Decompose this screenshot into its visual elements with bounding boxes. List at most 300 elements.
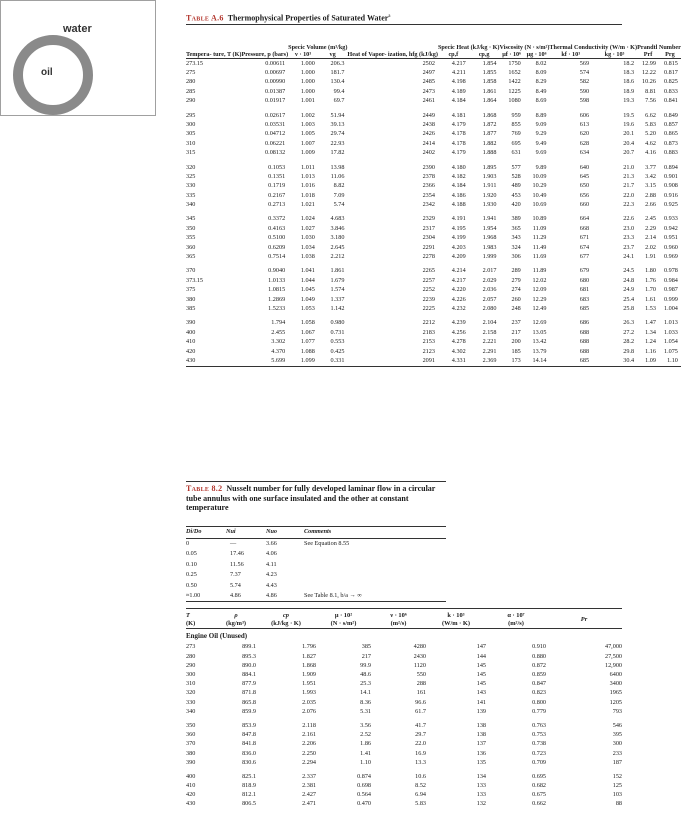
a6-cell: 0.03531 [265, 120, 286, 128]
engine-oil-cell: 0.763 [532, 721, 546, 729]
a6-cell: 1.000 [300, 59, 315, 67]
a6-cell: 14.14 [532, 356, 547, 364]
a6-cell: 2.02 [645, 243, 656, 251]
a6-cell: 1.000 [300, 68, 315, 76]
engine-oil-cell: 2.427 [302, 791, 316, 799]
a6-cell: 21.0 [623, 163, 635, 171]
a6-cell: 2390 [422, 163, 435, 171]
engine-oil-cell: 145 [476, 680, 486, 688]
engine-oil-cell: 330 [186, 698, 196, 706]
a6-cell: 20.1 [623, 130, 635, 138]
a6-cell: 680 [579, 276, 590, 284]
a6-cell: 1.009 [300, 149, 315, 157]
a6-row [186, 295, 681, 304]
engine-oil-row [186, 772, 622, 781]
engine-oil-cell: 25.3 [360, 680, 371, 688]
a6-row [186, 234, 681, 243]
engine-oil-cell: 1.909 [302, 671, 316, 679]
a6-cell: 685 [579, 356, 590, 364]
table-82-cell: 0.05 [186, 550, 197, 558]
engine-oil-cell: 841.8 [242, 740, 256, 748]
a6-cell: 0.999 [663, 295, 678, 303]
a6-cell: 2.104 [482, 319, 497, 327]
a6-cell: 1422 [508, 78, 521, 86]
a6-cell: 1080 [508, 97, 521, 105]
a6-cell: 51.94 [330, 111, 345, 119]
a6-cell: 685 [579, 304, 590, 312]
a6-cell: 855 [511, 120, 521, 128]
a6-row [186, 328, 681, 337]
a6-cell: 4.198 [451, 78, 466, 86]
engine-oil-cell: 6.94 [415, 791, 426, 799]
a6-cell: 2.66 [645, 201, 656, 209]
a6-cell: 13.79 [532, 347, 547, 355]
a6-cell: 598 [579, 97, 590, 105]
col-volume: Specic Volume (m³/kg) [288, 44, 348, 51]
a6-row [186, 130, 681, 139]
table-82-row [186, 539, 446, 550]
a6-cell: 19.6 [623, 120, 635, 128]
engine-oil-cell: 2.118 [302, 721, 316, 729]
a6-cell: 1.16 [645, 347, 656, 355]
a6-cell: 206.3 [330, 59, 345, 67]
a6-cell: 1.034 [300, 243, 315, 251]
engine-oil-cell: 0.872 [532, 661, 546, 669]
a6-cell: 285 [186, 87, 196, 95]
engine-oil-cell: 400 [186, 772, 196, 780]
a6-cell: 20.7 [623, 149, 635, 157]
a6-cell: 1.34 [645, 328, 656, 336]
a6-cell: 4.226 [451, 295, 466, 303]
a6-cell: 2461 [422, 97, 435, 105]
a6-cell: 0.873 [663, 139, 678, 147]
a6-cell: 2123 [422, 347, 435, 355]
engine-oil-cell: 273 [186, 643, 196, 651]
engine-oil-cell: 103 [612, 791, 622, 799]
a6-cell: 1750 [508, 59, 521, 67]
engine-oil-cell: 380 [186, 749, 196, 757]
a6-cell: 1.002 [300, 111, 315, 119]
a6-cell: 4.189 [451, 87, 466, 95]
engine-oil-cell: 853.9 [242, 721, 256, 729]
a6-cell: 200 [511, 338, 521, 346]
a6-cell: 273.15 [186, 59, 204, 67]
a6-cell: 11.29 [532, 234, 547, 242]
a6-cell: 4.256 [451, 328, 466, 336]
col-k: k · 10³ [447, 612, 465, 619]
a6-cell: 2.645 [330, 243, 345, 251]
a6-cell: 2252 [422, 286, 435, 294]
a6-cell: 1.038 [300, 253, 315, 261]
engine-oil-cell: 300 [186, 671, 196, 679]
a6-cell: 2366 [422, 182, 435, 190]
a6-row [186, 78, 681, 87]
a6-cell: 2.88 [645, 191, 656, 199]
a6-cell: 18.9 [623, 87, 635, 95]
a6-cell: 2317 [422, 224, 435, 232]
a6-cell: 305 [186, 130, 196, 138]
a6-cell: 24.9 [623, 286, 635, 294]
a6-cell: 330 [186, 182, 196, 190]
engine-oil-cell: 793 [612, 707, 622, 715]
engine-oil-cell: 0.910 [532, 643, 546, 651]
a6-cell: 2473 [422, 87, 435, 95]
table-a6-title: Thermophysical Properties of Saturated Water [227, 13, 389, 23]
col-alpha: α · 10⁷ [507, 612, 525, 619]
table-82-row [186, 549, 446, 559]
col-nu: ν · 10⁶ [390, 612, 407, 619]
a6-cell: 2183 [422, 328, 435, 336]
a6-cell: 1.075 [663, 347, 678, 355]
engine-oil-cell: 16.9 [415, 749, 426, 757]
a6-cell: 683 [579, 295, 590, 303]
a6-cell: 2402 [422, 149, 435, 157]
a6-cell: 1.09 [645, 356, 656, 364]
table-82-cell: 3.66 [266, 540, 277, 548]
a6-cell: 12.22 [642, 68, 656, 76]
table-82-cell: 0 [186, 540, 190, 548]
a6-cell: 1.861 [330, 267, 345, 275]
col-rho: ρ [234, 612, 238, 619]
a6-cell: 4.217 [451, 59, 466, 67]
a6-cell: 1.888 [482, 149, 497, 157]
engine-oil-cell: 187 [612, 758, 622, 766]
a6-cell: 1.016 [300, 182, 315, 190]
a6-cell: 360 [186, 243, 196, 251]
engine-oil-cell: 865.8 [242, 698, 256, 706]
engine-oil-cell: 0.753 [532, 731, 546, 739]
a6-row [186, 97, 681, 106]
a6-cell: 12.02 [532, 276, 547, 284]
unit-alpha: (m²/s) [508, 620, 524, 627]
a6-cell: 217 [511, 328, 521, 336]
a6-cell: 22.0 [623, 191, 635, 199]
table-82-cell [304, 581, 446, 591]
engine-oil-cell: 0.874 [357, 772, 371, 780]
engine-oil-cell: 1965 [609, 689, 622, 697]
a6-cell: 0.984 [663, 276, 678, 284]
a6-cell: 0.857 [663, 120, 678, 128]
a6-cell: 2.212 [330, 253, 345, 261]
a6-cell: 0.02617 [265, 111, 286, 119]
engine-oil-cell: 1.951 [302, 680, 316, 688]
a6-cell: 1.030 [300, 234, 315, 242]
a6-cell: 0.865 [663, 130, 678, 138]
engine-oil-cell: 1.86 [360, 740, 371, 748]
engine-oil-section: Engine Oil (Unused) [186, 631, 248, 640]
a6-cell: 9.09 [535, 120, 547, 128]
a6-cell: 1.018 [300, 191, 315, 199]
engine-oil-cell: 320 [186, 689, 196, 697]
a6-cell: 1.033 [663, 328, 678, 336]
a6-cell: 4.203 [451, 243, 466, 251]
engine-oil-cell: 138 [476, 731, 486, 739]
engine-oil-cell: 0.675 [532, 791, 546, 799]
col-nuo: Nuo [266, 528, 278, 536]
a6-cell: 1.045 [300, 286, 315, 294]
a6-cell: 674 [579, 243, 590, 251]
a6-cell: 0.951 [663, 234, 678, 242]
a6-cell: 4.683 [330, 215, 345, 223]
engine-oil-cell: 27,500 [604, 652, 622, 660]
engine-oil-cell: 0.682 [532, 782, 546, 790]
a6-cell: 2354 [422, 191, 435, 199]
a6-cell: 1.920 [482, 191, 497, 199]
a6-cell: 5.20 [645, 130, 656, 138]
a6-cell: 8.82 [333, 182, 345, 190]
engine-oil-cell: 385 [361, 643, 371, 651]
a6-cell: 315 [186, 149, 196, 157]
a6-row [186, 267, 681, 276]
a6-row [186, 276, 681, 285]
engine-oil-cell: 350 [186, 721, 196, 729]
a6-cell: 9.69 [535, 149, 547, 157]
table-82-cell: 0.10 [186, 560, 197, 568]
a6-cell: 12.09 [532, 286, 547, 294]
a6-row [186, 215, 681, 224]
engine-oil-cell: 8.36 [360, 698, 371, 706]
a6-cell: 4.178 [451, 139, 466, 147]
a6-cell: 681 [579, 286, 590, 294]
a6-cell: 1.930 [482, 201, 497, 209]
col-pr: Prandtl Number [637, 44, 681, 51]
a6-cell: 1.044 [300, 276, 315, 284]
engine-oil-cell: 360 [186, 731, 196, 739]
a6-cell: 2.221 [482, 338, 497, 346]
unit-k: (W/m · K) [441, 620, 471, 627]
a6-row [186, 356, 681, 366]
a6-cell: 0.916 [663, 191, 678, 199]
col-vg: vg [329, 51, 336, 58]
table-82-cell: 11.56 [230, 560, 244, 568]
a6-cell: 528 [511, 172, 521, 180]
a6-cell: 1.011 [301, 163, 315, 171]
a6-cell: 4.199 [451, 234, 466, 242]
a6-cell: 1.877 [482, 130, 497, 138]
a6-cell: 18.6 [623, 78, 635, 86]
a6-cell: 0.908 [663, 182, 678, 190]
engine-oil-cell: 0.695 [532, 772, 546, 780]
a6-cell: 1.70 [645, 286, 656, 294]
a6-cell: 4.209 [451, 253, 466, 261]
a6-cell: 1.000 [300, 78, 315, 86]
engine-oil-cell: 300 [612, 740, 622, 748]
a6-cell: 0.817 [663, 68, 678, 76]
table-82-row [186, 591, 446, 602]
engine-oil-cell: 133 [476, 791, 486, 799]
a6-cell: 390 [186, 319, 196, 327]
engine-oil-cell: 141 [476, 698, 486, 706]
a6-cell: 8.81 [645, 87, 656, 95]
a6-cell: 10.69 [532, 201, 547, 209]
engine-oil-cell: 0.859 [532, 671, 546, 679]
a6-cell: 279 [511, 276, 521, 284]
col-muf: μf · 10⁶ [502, 51, 522, 58]
a6-cell: 2278 [422, 253, 435, 261]
engine-oil-body [186, 643, 622, 809]
a6-cell: 13.98 [330, 163, 345, 171]
a6-cell: 8.29 [535, 78, 547, 86]
engine-oil-cell: 12,900 [604, 661, 622, 669]
table-82-cell: 7.37 [230, 571, 241, 579]
a6-cell: 1.053 [300, 304, 315, 312]
a6-cell: 1.004 [663, 304, 678, 312]
engine-oil-cell: 13.3 [415, 758, 426, 766]
a6-cell: 1.53 [645, 304, 656, 312]
a6-cell: 1.47 [645, 319, 656, 327]
a6-cell: 365 [511, 224, 521, 232]
a6-cell: 0.04712 [265, 130, 286, 138]
a6-cell: 26.3 [623, 319, 635, 327]
a6-cell: 2.017 [482, 267, 497, 275]
a6-cell: 7.56 [645, 97, 656, 105]
a6-cell: 0.5100 [268, 234, 286, 242]
a6-cell: 7.09 [333, 191, 345, 199]
a6-cell: 1.574 [330, 286, 345, 294]
engine-oil-cell: 2.294 [302, 758, 316, 766]
a6-cell: 373.15 [186, 276, 204, 284]
engine-oil-cell: 390 [186, 758, 196, 766]
a6-cell: 0.987 [663, 286, 678, 294]
engine-oil-cell: 340 [186, 707, 196, 715]
a6-cell: 6.62 [645, 111, 656, 119]
engine-oil-cell: 2.52 [360, 731, 371, 739]
col-visc: Viscosity (N · s/m²) [499, 44, 550, 51]
a6-cell: 0.1053 [268, 163, 286, 171]
a6-cell: 1.088 [300, 347, 315, 355]
a6-cell: 29.8 [623, 347, 635, 355]
a6-cell: 2239 [422, 295, 435, 303]
col-comments: Comments [304, 528, 332, 536]
a6-cell: 3.846 [330, 224, 345, 232]
engine-oil-cell: 1.41 [360, 749, 371, 757]
engine-oil-row [186, 758, 622, 767]
a6-cell: 688 [579, 338, 590, 346]
engine-oil-cell: 0.847 [532, 680, 546, 688]
table-82-cell: — [230, 540, 237, 548]
engine-oil-cell: 145 [476, 671, 486, 679]
a6-cell: 11.09 [532, 224, 547, 232]
a6-cell: 1.983 [482, 243, 497, 251]
engine-oil-cell: 1.868 [302, 661, 316, 669]
col-kf: kf · 10³ [561, 51, 581, 58]
a6-row [186, 139, 681, 148]
a6-cell: 0.553 [330, 338, 345, 346]
annulus-sketch [0, 0, 156, 116]
a6-cell: 420 [511, 201, 521, 209]
a6-cell: 12.99 [642, 59, 656, 67]
table-82-row [186, 560, 446, 570]
engine-oil-row [186, 707, 622, 716]
engine-oil-cell: 1.10 [360, 758, 371, 766]
a6-cell: 2.057 [482, 295, 497, 303]
unit-cp: (kJ/kg · K) [271, 620, 301, 627]
a6-cell: 365 [186, 253, 196, 261]
engine-oil-cell: 233 [612, 749, 622, 757]
a6-cell: 1.003 [300, 120, 315, 128]
a6-cell: 2497 [422, 68, 435, 76]
a6-cell: 23.7 [623, 243, 635, 251]
a6-cell: 0.815 [663, 59, 678, 67]
engine-oil-row [186, 698, 622, 707]
a6-cell: 130.4 [330, 78, 345, 86]
engine-oil-cell: 847.8 [242, 731, 256, 739]
a6-cell: 22.93 [330, 139, 345, 147]
engine-oil-cell: 4280 [413, 643, 426, 651]
engine-oil-row [186, 722, 622, 731]
engine-oil-cell: 10.6 [415, 772, 426, 780]
a6-cell: 324 [511, 243, 521, 251]
engine-oil-cell: 3400 [609, 680, 622, 688]
a6-cell: 2.45 [645, 215, 656, 223]
engine-oil-cell: 1205 [609, 698, 622, 706]
engine-oil-cell: 420 [186, 791, 196, 799]
a6-cell: 0.849 [663, 111, 678, 119]
a6-cell: 1.954 [482, 224, 497, 232]
a6-cell: 0.1719 [268, 182, 286, 190]
a6-cell: 1.794 [271, 319, 286, 327]
col-cpg: cp,g [478, 51, 490, 58]
engine-oil-cell: 135 [476, 758, 486, 766]
a6-cell: 0.425 [330, 347, 345, 355]
engine-oil-cell: 0.738 [532, 740, 546, 748]
table-82-body [186, 539, 446, 602]
a6-cell: 4.370 [271, 347, 286, 355]
a6-cell: 0.331 [330, 356, 345, 364]
a6-cell: 5.83 [645, 120, 656, 128]
a6-cell: 4.214 [451, 267, 466, 275]
col-vf: v · 10³ [294, 51, 312, 58]
engine-oil-cell: 0.470 [357, 800, 371, 808]
a6-cell: 5.699 [271, 356, 286, 364]
unit-nu: (m²/s) [390, 620, 407, 627]
col-di-do: Di/Do [186, 528, 202, 536]
a6-cell: 569 [579, 59, 590, 67]
engine-oil-cell: 0.564 [357, 791, 371, 799]
a6-cell: 295 [186, 111, 196, 119]
a6-cell: 12.29 [532, 295, 547, 303]
engine-oil-cell: 280 [186, 652, 196, 660]
a6-cell: 4.178 [451, 130, 466, 138]
a6-cell: 590 [579, 87, 590, 95]
a6-cell: 3.15 [645, 182, 656, 190]
a6-cell: 2.29 [645, 224, 656, 232]
a6-cell: 320 [186, 163, 196, 171]
a6-cell: 22.6 [623, 215, 635, 223]
a6-row [186, 163, 681, 172]
col-temp: Tempera- ture, T (K) [186, 51, 242, 58]
a6-cell: 0.841 [663, 97, 678, 105]
a6-cell: 2485 [422, 78, 435, 86]
engine-oil-row [186, 680, 622, 689]
a6-cell: 959 [511, 111, 521, 119]
engine-oil-cell: 3.56 [360, 721, 371, 729]
a6-cell: 631 [511, 149, 521, 157]
engine-oil-cell: 0.880 [532, 652, 546, 660]
a6-cell: 613 [579, 120, 590, 128]
engine-oil-cell: 48.6 [360, 671, 371, 679]
engine-oil-cell: 134 [476, 772, 486, 780]
a6-cell: 1.91 [645, 253, 656, 261]
a6-cell: 664 [579, 215, 590, 223]
a6-cell: 3.77 [645, 163, 656, 171]
a6-cell: 306 [511, 253, 521, 261]
a6-cell: 430 [186, 356, 196, 364]
a6-cell: 19.5 [623, 111, 635, 119]
col-cond: Thermal Conductivity (W/m · K) [549, 44, 638, 51]
engine-oil-cell: 550 [416, 671, 426, 679]
col-heat: Heat of Vapor- ization, hfg (kJ/kg) [347, 51, 438, 58]
